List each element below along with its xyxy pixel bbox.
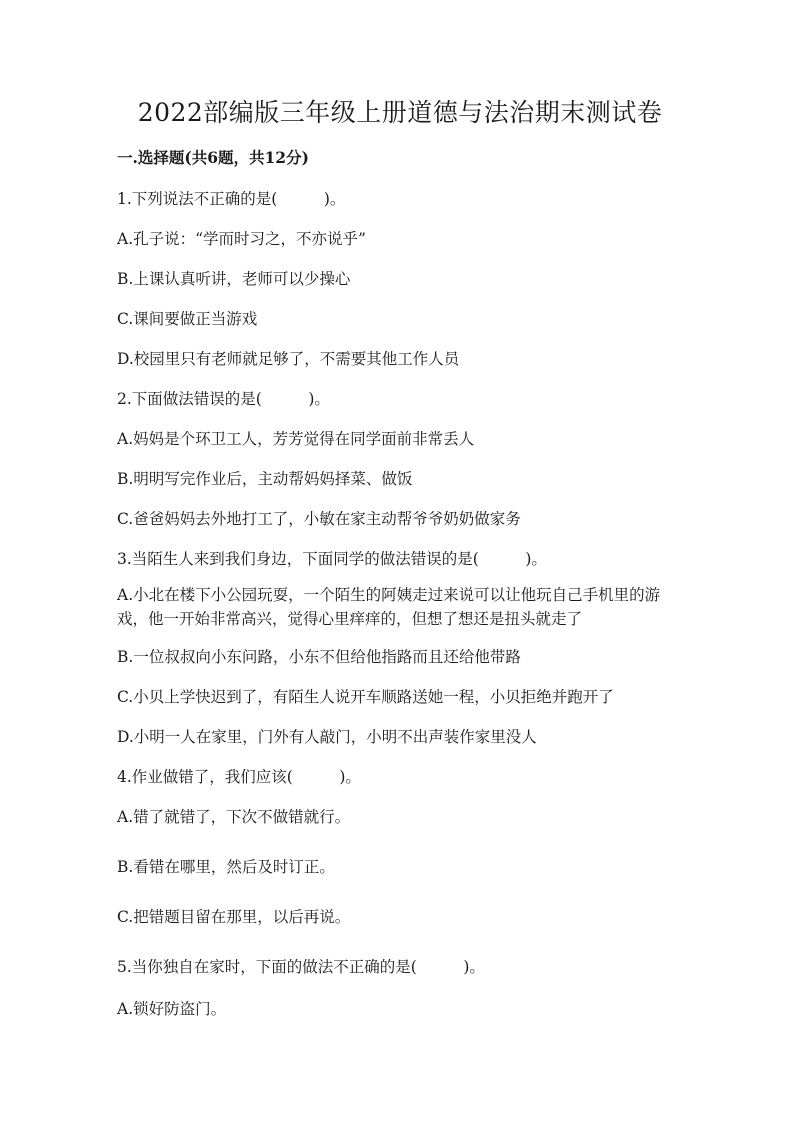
question-2-option-c: C.爸爸妈妈去外地打工了，小敏在家主动帮爷爷奶奶做家务	[117, 510, 521, 528]
question-3-option-b: B.一位叔叔向小东问路，小东不但给他指路而且还给他带路	[117, 648, 521, 666]
question-3-option-d: D.小明一人在家里，门外有人敲门，小明不出声装作家里没人	[117, 728, 537, 746]
question-1-option-d: D.校园里只有老师就足够了，不需要其他工作人员	[117, 350, 460, 368]
question-3-stem: 3.当陌生人来到我们身边，下面同学的做法错误的是( )。	[117, 550, 547, 568]
question-4-option-a: A.错了就错了，下次不做错就行。	[117, 808, 351, 826]
question-5-stem: 5.当你独自在家时，下面的做法不正确的是( )。	[117, 958, 485, 976]
question-4-option-b: B.看错在哪里，然后及时订正。	[117, 858, 335, 876]
question-1-option-b: B.上课认真听讲，老师可以少操心	[117, 270, 351, 288]
question-2-stem: 2.下面做法错误的是( )。	[117, 390, 330, 408]
question-2-option-b: B.明明写完作业后，主动帮妈妈择菜、做饭	[117, 470, 413, 488]
section-heading: 一.选择题(共6题，共12分)	[117, 148, 309, 167]
question-1-stem: 1.下列说法不正确的是( )。	[117, 190, 346, 208]
question-3-option-c: C.小贝上学快迟到了，有陌生人说开车顺路送她一程，小贝拒绝并跑开了	[117, 688, 614, 706]
question-4-option-c: C.把错题目留在那里，以后再说。	[117, 908, 351, 926]
question-4-stem: 4.作业做错了，我们应该( )。	[117, 768, 361, 786]
question-3-option-a: A.小北在楼下小公园玩耍，一个陌生的阿姨走过来说可以让他玩自己手机里的游戏，他一开始非常高兴，觉得心里痒痒的，但想了想还是扭头就走了	[117, 586, 661, 628]
question-2-option-a: A.妈妈是个环卫工人，芳芳觉得在同学面前非常丢人	[117, 430, 475, 448]
page-title: 2022部编版三年级上册道德与法治期末测试卷	[137, 98, 663, 127]
question-1-option-c: C.课间要做正当游戏	[117, 310, 258, 328]
question-5-option-a: A.锁好防盗门。	[117, 1000, 227, 1018]
question-1-option-a: A.孔子说：“学而时习之，不亦说乎”	[117, 230, 366, 248]
